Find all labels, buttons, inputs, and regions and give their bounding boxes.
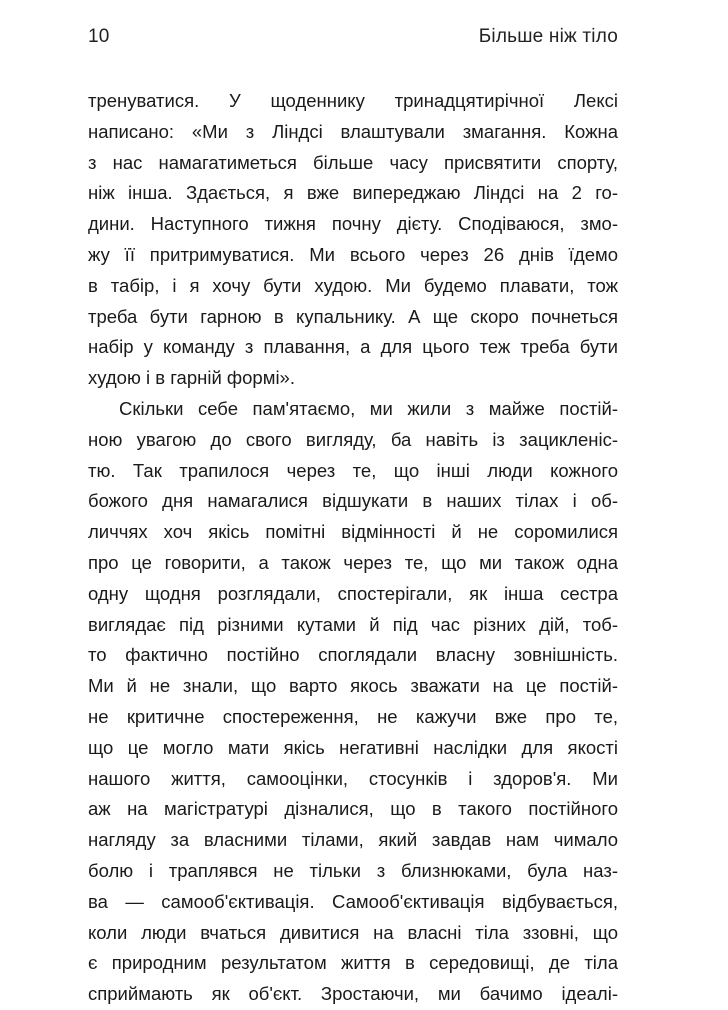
text-line: дини. Наступного тижня почну дієту. Сподіваюся, змо-	[88, 213, 618, 235]
text-line: жу її притримуватися. Ми всього через 26 днів їдемо	[88, 243, 618, 265]
text-line: треба бути гарною в купальнику. А ще скоро почнеться	[88, 305, 618, 327]
text-line: аж на магістратурі дізналися, що в такого постійного	[88, 798, 618, 820]
running-title: Більше ніж тіло	[478, 26, 618, 47]
text-line: ніж інша. Здається, я вже випереджаю Ліндсі на 2 го-	[88, 182, 618, 204]
text-line: то фактично постійно споглядали власну зовнішність.	[88, 644, 618, 666]
page-number: 10	[88, 26, 110, 47]
text-line: нашого життя, самооцінки, стосунків і здоров'я. Ми	[88, 767, 618, 789]
text-line: тю. Так трапилося через те, що інші люди кожного	[88, 459, 618, 481]
text-line: личчях хоч якісь помітні відмінності й не соромилися	[88, 521, 618, 543]
text-line: сприймають як об'єкт. Зростаючи, ми бачимо ідеалі-	[88, 983, 618, 1005]
text-line: ва — самооб'єктивація. Самооб'єктивація відбувається,	[88, 890, 618, 912]
paragraph-1	[88, 86, 618, 394]
text-line: не критичне спостереження, не кажучи вже про те,	[88, 705, 618, 727]
text-line: худою і в гарній формі».	[88, 367, 295, 389]
body-text	[88, 86, 618, 1010]
text-line: Ми й не знали, що варто якось зважати на це постій-	[88, 675, 618, 697]
text-line: божого дня намагалися відшукати в наших тілах і об-	[88, 490, 618, 512]
text-line: виглядає під різними кутами й під час різних дій, тоб-	[88, 613, 618, 635]
text-line: болю і траплявся не тільки з близнюками, була наз-	[88, 859, 618, 881]
text-line: Скільки себе пам'ятаємо, ми жили з майже постій-	[119, 397, 618, 419]
text-line: коли люди вчаться дивитися на власні тіла ззовні, що	[88, 921, 618, 943]
text-line: написано: «Ми з Ліндсі влаштували змагання. Кожна	[88, 120, 618, 142]
text-line: є природним результатом життя в середовищі, де тіла	[88, 952, 618, 974]
text-line: тренуватися. У щоденнику тринадцятирічної Лексі	[88, 90, 618, 111]
text-line: що це могло мати якісь негативні наслідки для якості	[88, 736, 618, 758]
text-line: одну щодня розглядали, спостерігали, як інша сестра	[88, 582, 618, 604]
text-line: набір у команду з плавання, а для цього теж треба бути	[88, 336, 618, 358]
text-line: нагляду за власними тілами, який завдав нам чимало	[88, 829, 618, 851]
page-header	[88, 26, 618, 56]
text-line: в табір, і я хочу бути худою. Ми будемо плавати, тож	[88, 274, 618, 296]
text-line: з нас намагатиметься більше часу присвятити спорту,	[88, 151, 618, 173]
paragraph-2	[88, 394, 618, 1010]
text-line: про це говорити, а також через те, що ми також одна	[88, 551, 618, 573]
text-line: ною увагою до свого вигляду, ба навіть із зацикленіс-	[88, 428, 618, 450]
